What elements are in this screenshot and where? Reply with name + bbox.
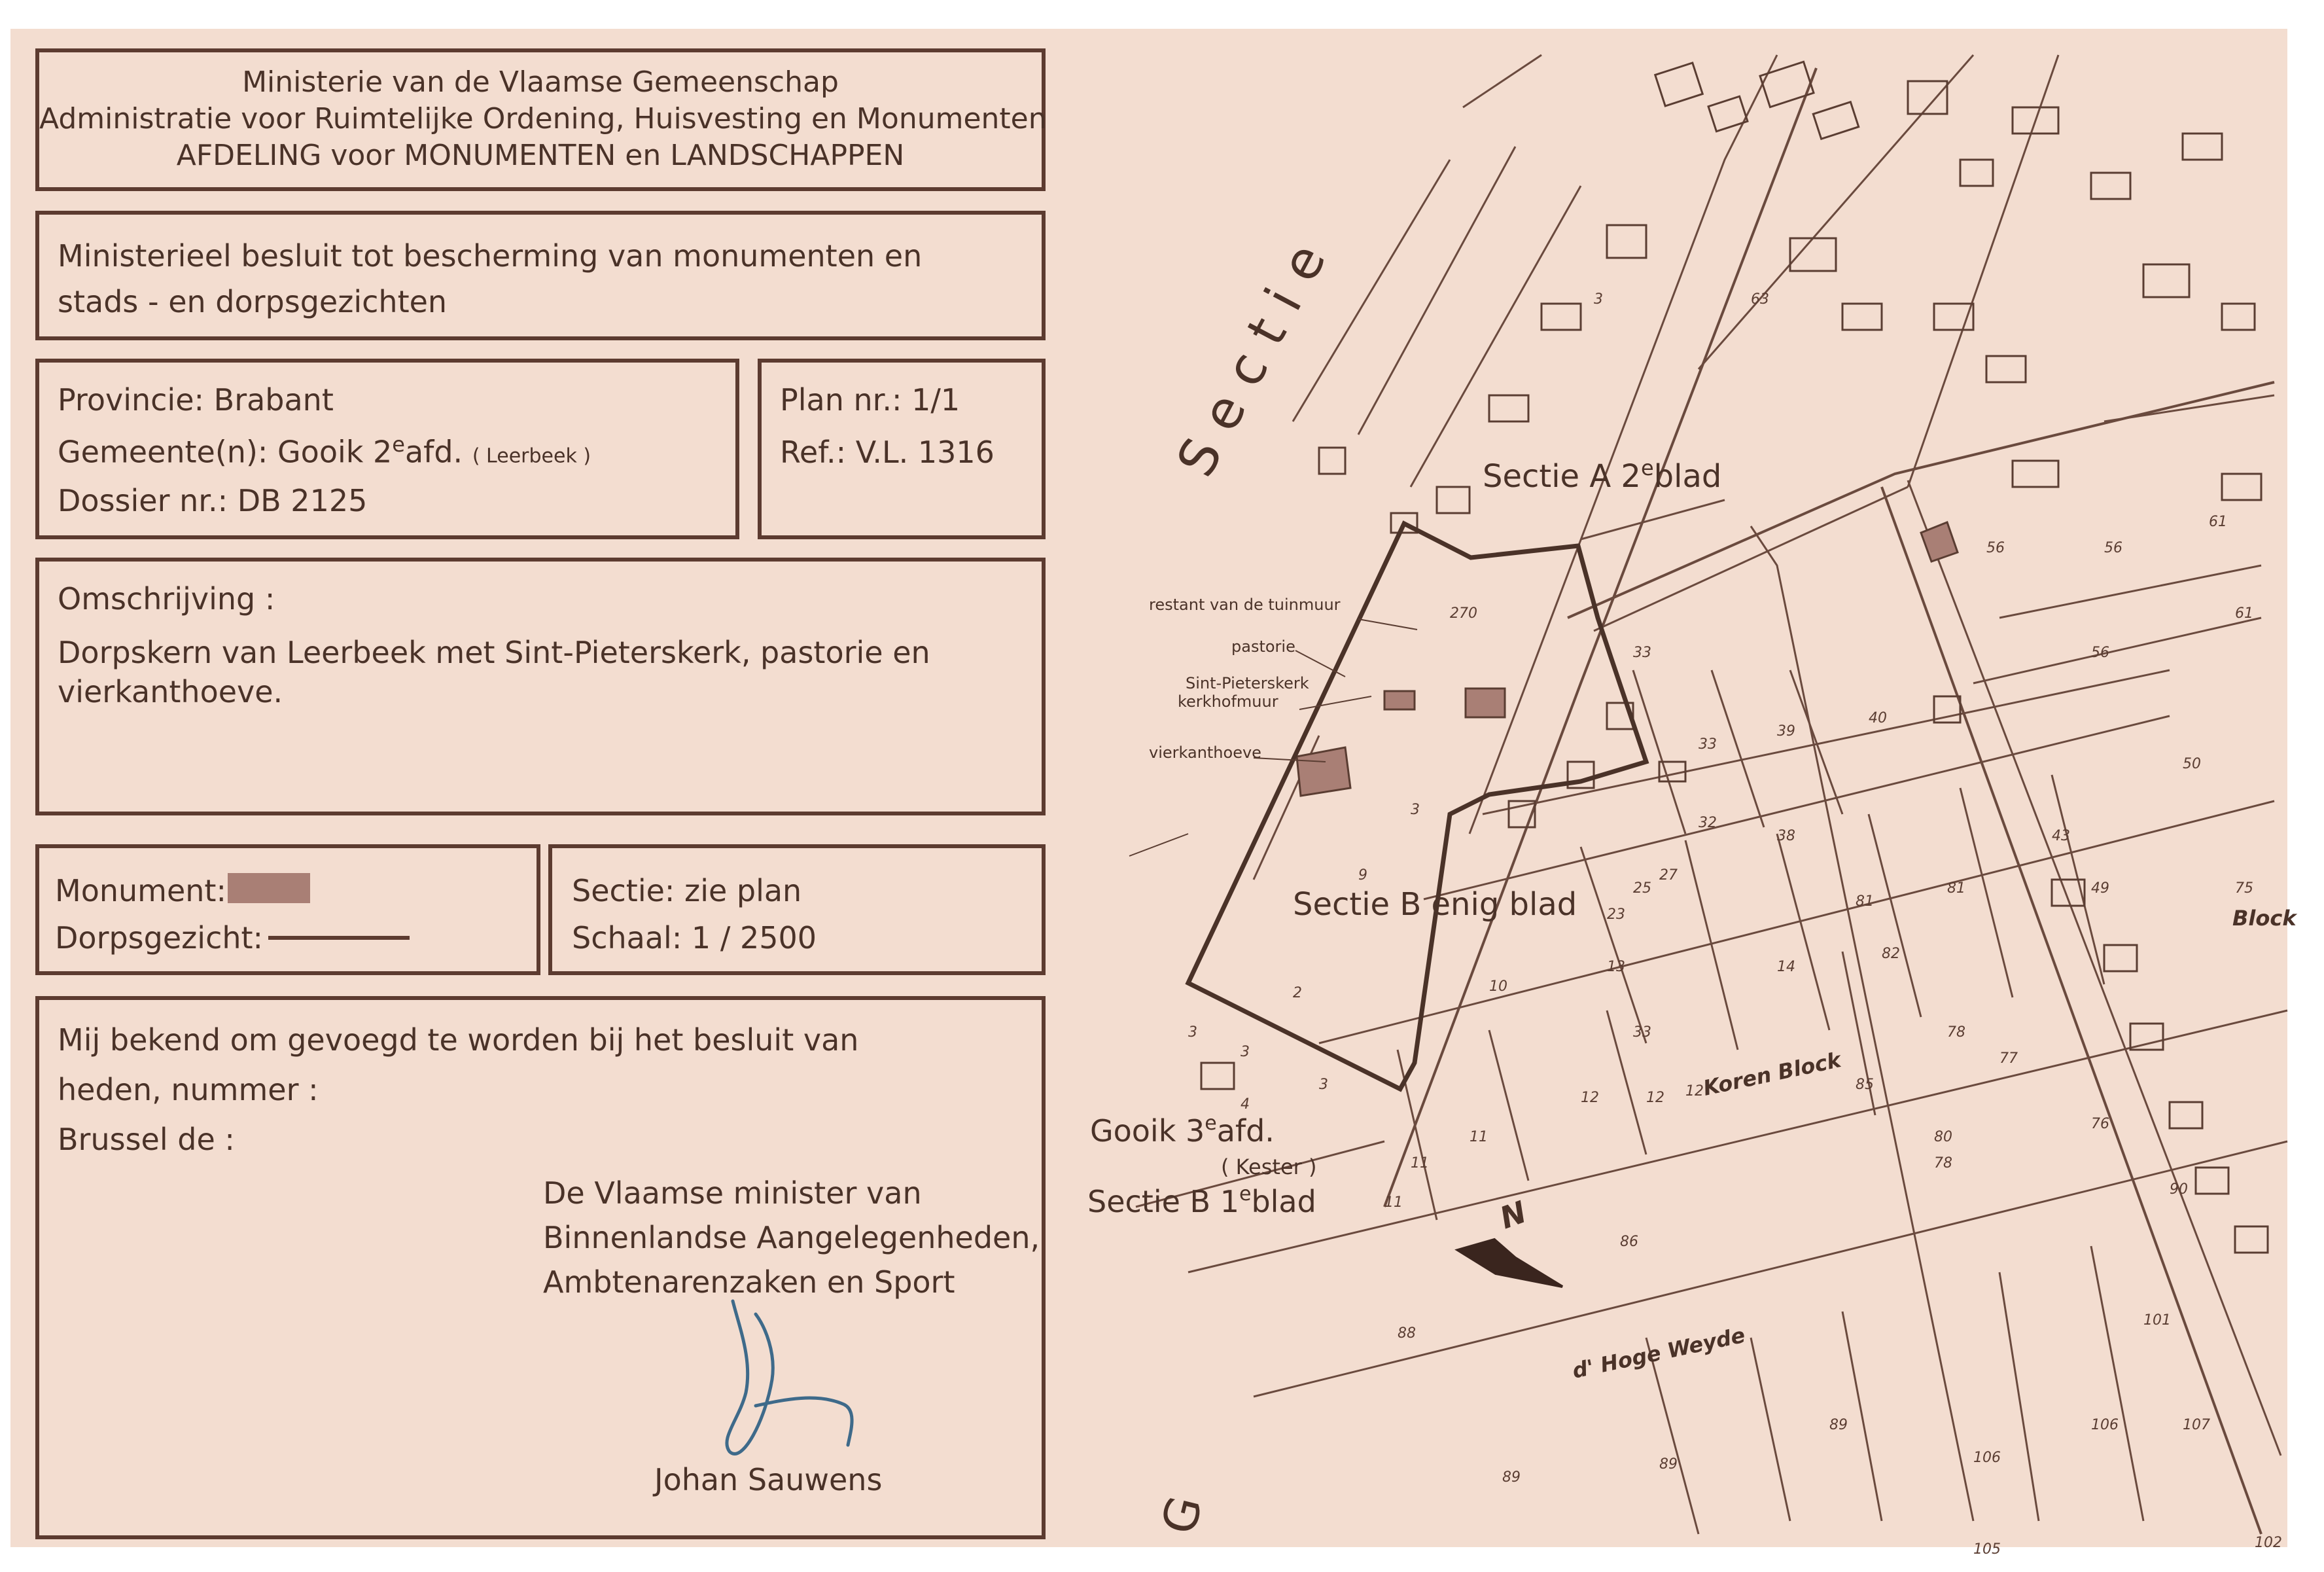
signature-line1: Mij bekend om gevoegd te worden bij het besluit van [58, 1022, 859, 1058]
parcel-number: 32 [1699, 815, 1717, 831]
schaal-value: : 1 / 2500 [671, 920, 817, 956]
decree-line2: stads - en dorpsgezichten [58, 284, 448, 319]
parcel-number: 10 [1489, 978, 1507, 995]
minister-line2: Binnenlandse Aangelegenheden, [543, 1220, 1040, 1255]
description-line2: vierkanthoeve. [58, 674, 283, 709]
label-koren-block: Koren Block [1700, 1047, 1844, 1101]
map-gooik-3-text: Gooik 3 [1090, 1113, 1205, 1149]
ref-value: : V.L. 1316 [836, 435, 995, 470]
parcel-number: 49 [2091, 880, 2109, 897]
parcel-number: 14 [1777, 959, 1795, 975]
parcel-number: 12 [1685, 1083, 1704, 1099]
parcel-number: 13 [1607, 959, 1625, 975]
map-g-letter: G [1150, 1490, 1213, 1540]
parcel-number: 81 [1947, 880, 1965, 897]
parcel-number: 40 [1869, 710, 1887, 726]
parcel-number: 86 [1620, 1234, 1638, 1250]
dossier-value: : DB 2125 [217, 483, 368, 518]
parcel-number: 50 [2183, 756, 2201, 772]
parcel-number: 82 [1882, 946, 1900, 962]
map-sectie-b1-suffix: blad [1251, 1184, 1316, 1219]
gemeente-label: Gemeente(n) [58, 434, 258, 470]
parcel-number: 2 [1293, 985, 1302, 1001]
decree-line1: Ministerieel besluit tot bescherming van monumenten en [58, 238, 923, 274]
plan-label: Plan nr. [780, 382, 892, 418]
map-sectie-a-text: Sectie A 2 [1483, 458, 1641, 495]
parcel-number: 38 [1777, 828, 1795, 844]
header-line3: AFDELING voor MONUMENTEN en LANDSCHAPPEN [176, 139, 905, 172]
signer-name: Johan Sauwens [654, 1462, 883, 1497]
map-sectie-b: Sectie B enig blad [1293, 886, 1577, 923]
map-sectie-a-suffix: blad [1653, 458, 1722, 495]
gemeente-note: ( Leerbeek ) [472, 444, 591, 468]
monument-label: Monument: [55, 873, 226, 908]
parcel-number: 3 [1188, 1024, 1197, 1041]
parcel-number: 106 [1973, 1450, 2001, 1466]
minister-line1: De Vlaamse minister van [543, 1175, 922, 1211]
parcel-number: 23 [1607, 906, 1625, 923]
dossier-label: Dossier nr. [58, 483, 218, 518]
map-sheet [10, 29, 2297, 1558]
parcel-number: 78 [1947, 1024, 1965, 1041]
label-kerkhofmuur: kerkhofmuur [1178, 692, 1278, 711]
parcel-number: 107 [2183, 1417, 2210, 1433]
label-vierkanthoeve: vierkanthoeve [1149, 743, 1261, 762]
parcel-number: 33 [1699, 736, 1717, 753]
parcel-number: 9 [1358, 867, 1367, 884]
signature-line3: Brussel de : [58, 1122, 235, 1157]
parcel-number: 11 [1470, 1129, 1488, 1145]
header-line2: Administratie voor Ruimtelijke Ordening, Huisvesting en Monumenten [39, 102, 1047, 135]
cadastral-map [10, 29, 2297, 1558]
map-gooik-3 [1090, 1112, 1275, 1149]
description-line1: Dorpskern van Leerbeek met Sint-Pieterskerk, pastorie en [58, 635, 930, 670]
sectie-label: Sectie [572, 873, 665, 908]
parcel-number: 3 [1411, 802, 1420, 818]
gemeente-value: : Gooik 2 [257, 434, 393, 470]
parcel-number: 56 [2091, 645, 2109, 661]
parcel-number: 76 [2091, 1116, 2109, 1132]
parcel-number: 88 [1398, 1325, 1416, 1342]
map-kester: ( Kester ) [1221, 1154, 1317, 1179]
parcel-number: 89 [1829, 1417, 1848, 1433]
label-sint-pieterskerk: Sint-Pieterskerk [1186, 674, 1309, 692]
parcel-number: 102 [2255, 1535, 2282, 1551]
schaal-label: Schaal [572, 920, 672, 956]
parcel-number: 56 [1986, 540, 2005, 556]
map-sectie-b1-text: Sectie B 1 [1087, 1184, 1239, 1219]
parcel-number: 3 [1241, 1044, 1250, 1060]
gemeente-suffix: afd. [404, 434, 463, 470]
north-letter: N [1495, 1194, 1531, 1236]
provincie-value: : Brabant [194, 382, 334, 418]
header-line1: Ministerie van de Vlaamse Gemeenschap [242, 65, 839, 99]
parcel-number: 39 [1777, 723, 1795, 740]
parcel-number: 27 [1659, 867, 1678, 884]
map-gooik-3-suffix: afd. [1216, 1113, 1275, 1149]
parcel-number: 12 [1646, 1090, 1664, 1106]
plan-value: : 1/1 [891, 382, 960, 418]
parcel-number: 61 [2209, 514, 2227, 530]
parcel-number: 75 [2235, 880, 2253, 897]
map-sectie-a-sup: e [1640, 456, 1654, 480]
signature-line2: heden, nummer : [58, 1072, 319, 1107]
map-sectie-b1 [1087, 1183, 1316, 1219]
minister-line3: Ambtenarenzaken en Sport [543, 1264, 955, 1300]
parcel-number: 3 [1594, 291, 1603, 308]
parcel-number: 81 [1856, 893, 1874, 910]
parcel-number: 77 [1999, 1050, 2018, 1067]
ref-label: Ref. [780, 435, 836, 470]
parcel-number: 33 [1633, 1024, 1651, 1041]
parcel-number: 270 [1450, 605, 1477, 622]
label-pastorie: pastorie [1231, 637, 1295, 656]
parcel-number: 11 [1411, 1155, 1429, 1171]
parcel-number: 63 [1751, 291, 1769, 308]
parcel-number: 90 [2170, 1181, 2188, 1198]
map-sectie-b1-sup: e [1239, 1183, 1252, 1206]
parcel-number: 4 [1241, 1096, 1250, 1113]
sectie-value: : zie plan [664, 873, 802, 908]
parcel-number: 25 [1633, 880, 1651, 897]
parcel-number: 106 [2091, 1417, 2119, 1433]
gemeente-sup: e [392, 432, 405, 457]
label-block: Block [2232, 906, 2297, 931]
parcel-number: 12 [1581, 1090, 1599, 1106]
parcel-number: 85 [1856, 1077, 1874, 1093]
provincie-label: Provincie [58, 382, 194, 418]
map-sectie-large: Sectie [1165, 218, 1347, 486]
parcel-number: 33 [1633, 645, 1651, 661]
parcel-number: 89 [1502, 1469, 1521, 1486]
parcel-number: 61 [2235, 605, 2253, 622]
description-title: Omschrijving : [58, 581, 275, 616]
map-gooik-3-sup: e [1205, 1112, 1217, 1135]
dorpsgezicht-label: Dorpsgezicht: [55, 920, 264, 956]
parcel-number: 105 [1973, 1541, 2001, 1558]
parcel-number: 101 [2143, 1312, 2171, 1329]
parcel-number: 89 [1659, 1456, 1678, 1473]
parcel-number: 78 [1934, 1155, 1952, 1171]
parcel-number: 3 [1319, 1077, 1328, 1093]
label-hoge-weyde: d' Hoge Weyde [1570, 1322, 1748, 1384]
parcel-number: 11 [1384, 1194, 1403, 1211]
map-sectie-a [1483, 456, 1721, 495]
label-restant-tuinmuur: restant van de tuinmuur [1149, 596, 1341, 614]
parcel-number: 80 [1934, 1129, 1952, 1145]
parcel-number: 43 [2052, 828, 2070, 844]
parcel-number: 56 [2104, 540, 2122, 556]
